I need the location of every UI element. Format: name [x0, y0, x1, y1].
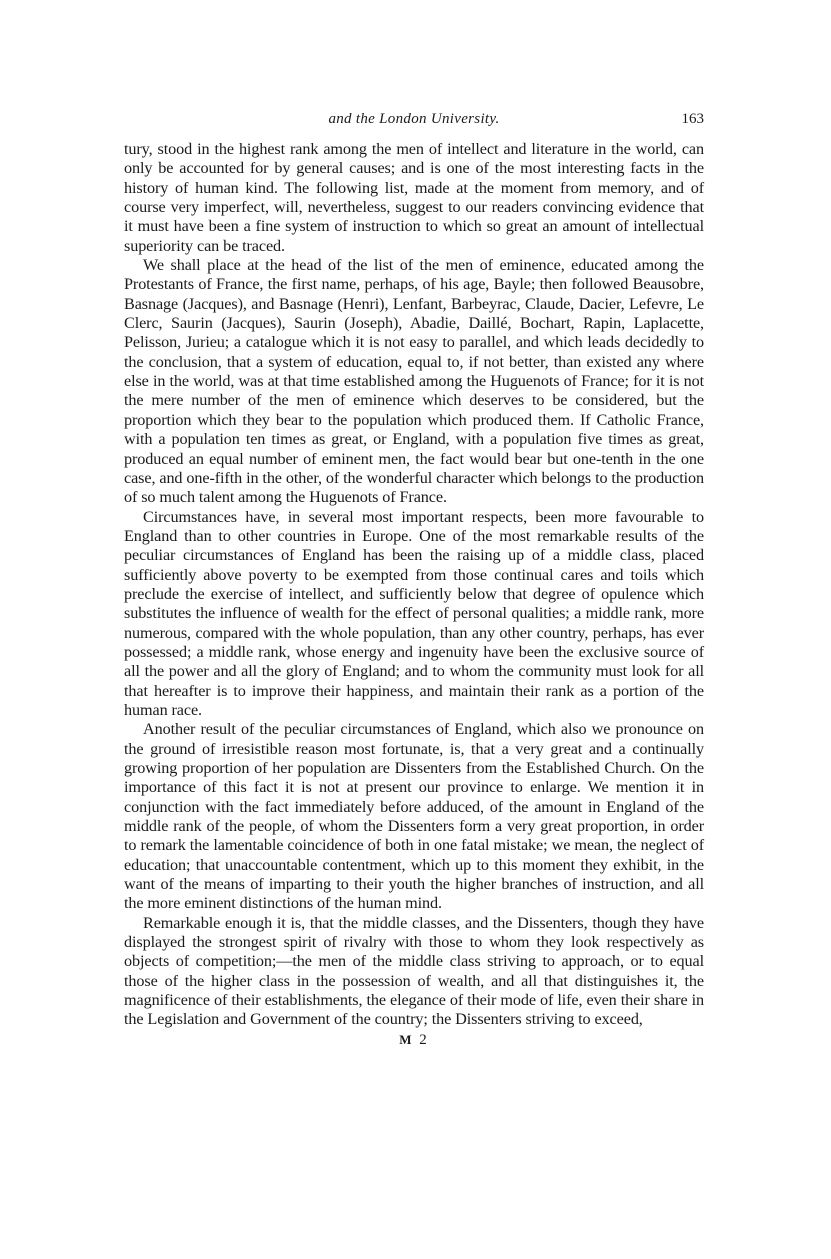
- signature-number: 2: [419, 1031, 429, 1048]
- running-title: and the London University.: [328, 111, 500, 127]
- signature-mark: [124, 1032, 704, 1049]
- paragraph-5: Remarkable enough it is, that the middle classes, and the Dissenters, though they have displayed the strongest spirit of rivalry with those to whom they look respectively as objects of competition;—the men of the middle class striving to approach, or to equal those of the higher class in the possession of wealth, and all that distinguishes it, the magnificence of their establishments, the elegance of their mode of life, even their share in the Legislation and Government of the country; the Dissenters striving to exceed,: [124, 913, 704, 1029]
- paragraph-1: tury, stood in the highest rank among the men of intellect and literature in the world, can only be accounted for by general causes; and is one of the most interesting facts in the history of human kind. The following list, made at the moment from memory, and of course very imperfect, will, nevertheless, suggest to our readers convincing evidence that it must have been a fine system of instruction to which so great an amount of intellectual superiority can be traced.: [124, 140, 704, 255]
- paragraph-4: Another result of the peculiar circumstances of England, which also we pronounce on the ground of irresistible reason most fortunate, is, that a very great and a continually growing proportion of her population are Dissenters from the Established Church. On the importance of this fact it is not at present our province to enlarge. We mention it in conjunction with the fact immediately before adduced, of the amount in England of the middle rank of the people, of whom the Dissenters form a very great proportion, in order to remark the lamentable coincidence of both in one fatal mistake; we mean, the neglect of education; that unaccountable contentment, which up to this moment they exhibit, in the want of the means of imparting to their youth the higher branches of instruction, and all the more eminent distinctions of the human mind.: [124, 720, 704, 913]
- body-text: [124, 140, 704, 1030]
- book-page: [124, 108, 704, 1049]
- paragraph-2: We shall place at the head of the list of the men of eminence, educated among the Protestants of France, the first name, perhaps, of his age, Bayle; then followed Beausobre, Basnage (Jacques), and Basnage (Henri), Lenfant, Barbeyrac, Claude, Dacier, Lefevre, Le Clerc, Saurin (Jacques), Saurin (Joseph), Abadie, Daillé, Bochart, Rapin, Laplacette, Pelisson, Jurieu; a catalogue which it is not easy to parallel, and which leads decidedly to the conclusion, that a system of education, equal to, if not better, than existed any where else in the world, was at that time established among the Huguenots of France; for it is not the mere number of the men of eminence which deserves to be considered, but the proportion which they bear to the population which produced them. If Catholic France, with a population ten times as great, or England, with a population five times as great, produced an equal number of eminent men, the fact would bear but one-tenth in the one case, and one-fifth in the other, of the wonderful character which belongs to the production of so much talent among the Huguenots of France.: [124, 256, 704, 507]
- page-number: 163: [681, 111, 704, 127]
- running-head: [124, 108, 704, 130]
- signature-letter: M: [399, 1031, 414, 1047]
- paragraph-3: Circumstances have, in several most important respects, been more favourable to England than to other countries in Europe. One of the most remarkable results of the peculiar circumstances of England has been the raising up of a middle class, placed sufficiently above poverty to be exempted from those continual cares and toils which preclude the exercise of intellect, and sufficiently below that degree of opulence which substitutes the influence of wealth for the effect of personal qualities; a middle rank, more numerous, compared with the whole population, than any other country, perhaps, has ever possessed; a middle rank, whose energy and ingenuity have been the exclusive source of all the power and all the glory of England; and to whom the community must look for all that hereafter is to improve their happiness, and maintain their rank as a portion of the human race.: [124, 507, 704, 719]
